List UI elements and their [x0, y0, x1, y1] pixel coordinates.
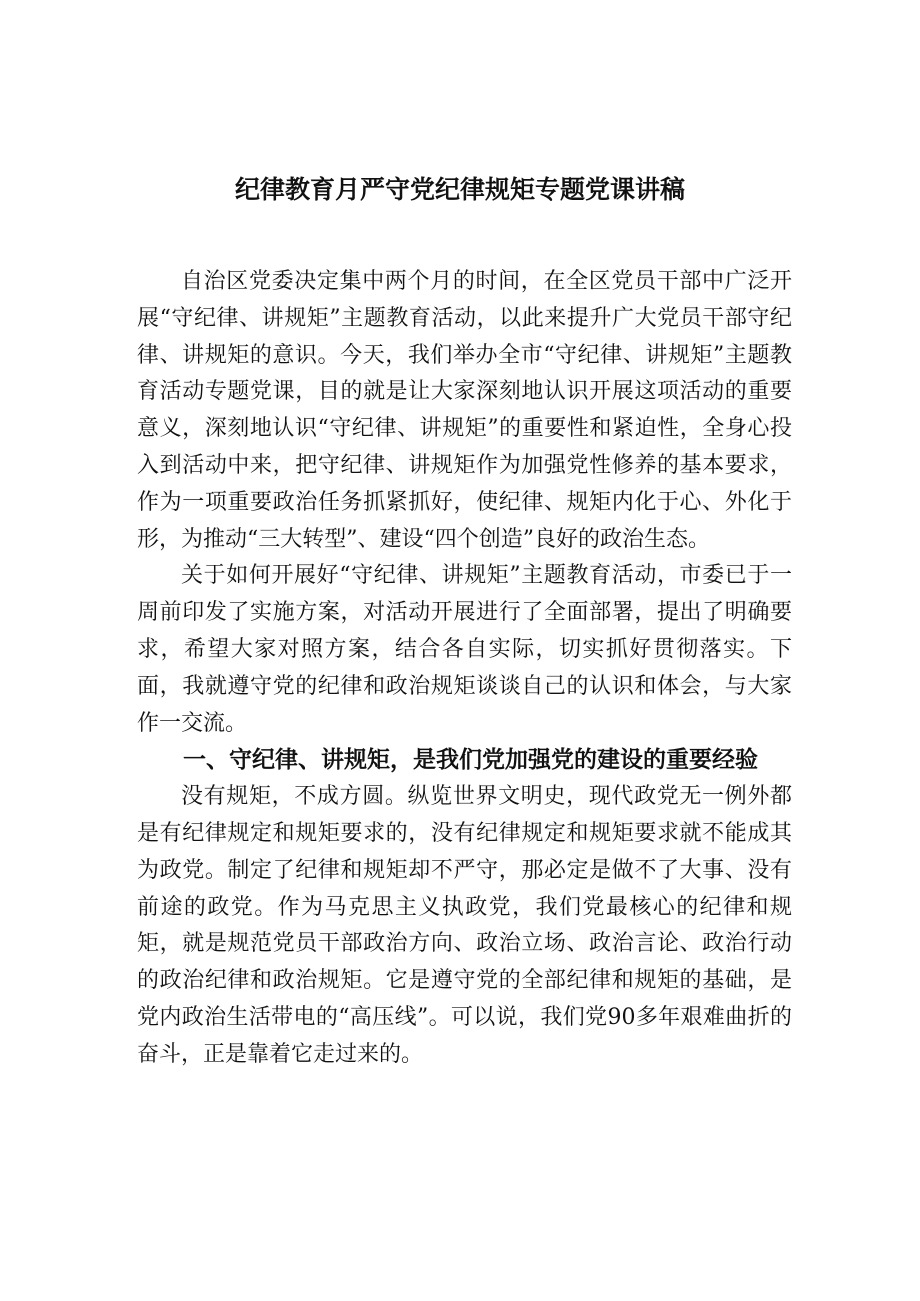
- body-paragraph: 自治区党委决定集中两个月的时间，在全区党员干部中广泛开展“守纪律、讲规矩”主题教育活动，以此来提升广大党员干部守纪律、讲规矩的意识。今天，我们举办全市“守纪律、讲规矩”主题教育活动专题党课，目的就是让大家深刻地认识开展这项活动的重要意义，深刻地认识“守纪律、讲规矩”的重要性和紧迫性，全身心投入到活动中来，把守纪律、讲规矩作为加强党性修养的基本要求，作为一项重要政治任务抓紧抓好，使纪律、规矩内化于心、外化于形，为推动“三大转型”、建设“四个创造”良好的政治生态。: [137, 269, 792, 552]
- body-paragraph: 没有规矩，不成方圆。纵览世界文明史，现代政党无一例外都是有纪律规定和规矩要求的，没有纪律规定和规矩要求就不能成其为政党。制定了纪律和规矩却不严守，那必定是做不了大事、没有前途的政党。作为马克思主义执政党，我们党最核心的纪律和规矩，就是规范党员干部政治方向、政治立场、政治言论、政治行动的政治纪律和政治规矩。它是遵守党的全部纪律和规矩的基础，是党内政治生活带电的“高压线”。可以说，我们党90多年艰难曲折的奋斗，正是靠着它走过来的。: [137, 784, 792, 1067]
- section-heading: 一、守纪律、讲规矩，是我们党加强党的建设的重要经验: [183, 747, 758, 774]
- document-title: 纪律教育月严守党纪律规矩专题党课讲稿: [234, 175, 685, 204]
- body-paragraph: 关于如何开展好“守纪律、讲规矩”主题教育活动，市委已于一周前印发了实施方案，对活动开展进行了全面部署，提出了明确要求，希望大家对照方案，结合各自实际，切实抓好贯彻落实。下面，我就遵守党的纪律和政治规矩谈谈自己的认识和体会，与大家作一交流。: [137, 563, 792, 736]
- document-body: [137, 264, 792, 1074]
